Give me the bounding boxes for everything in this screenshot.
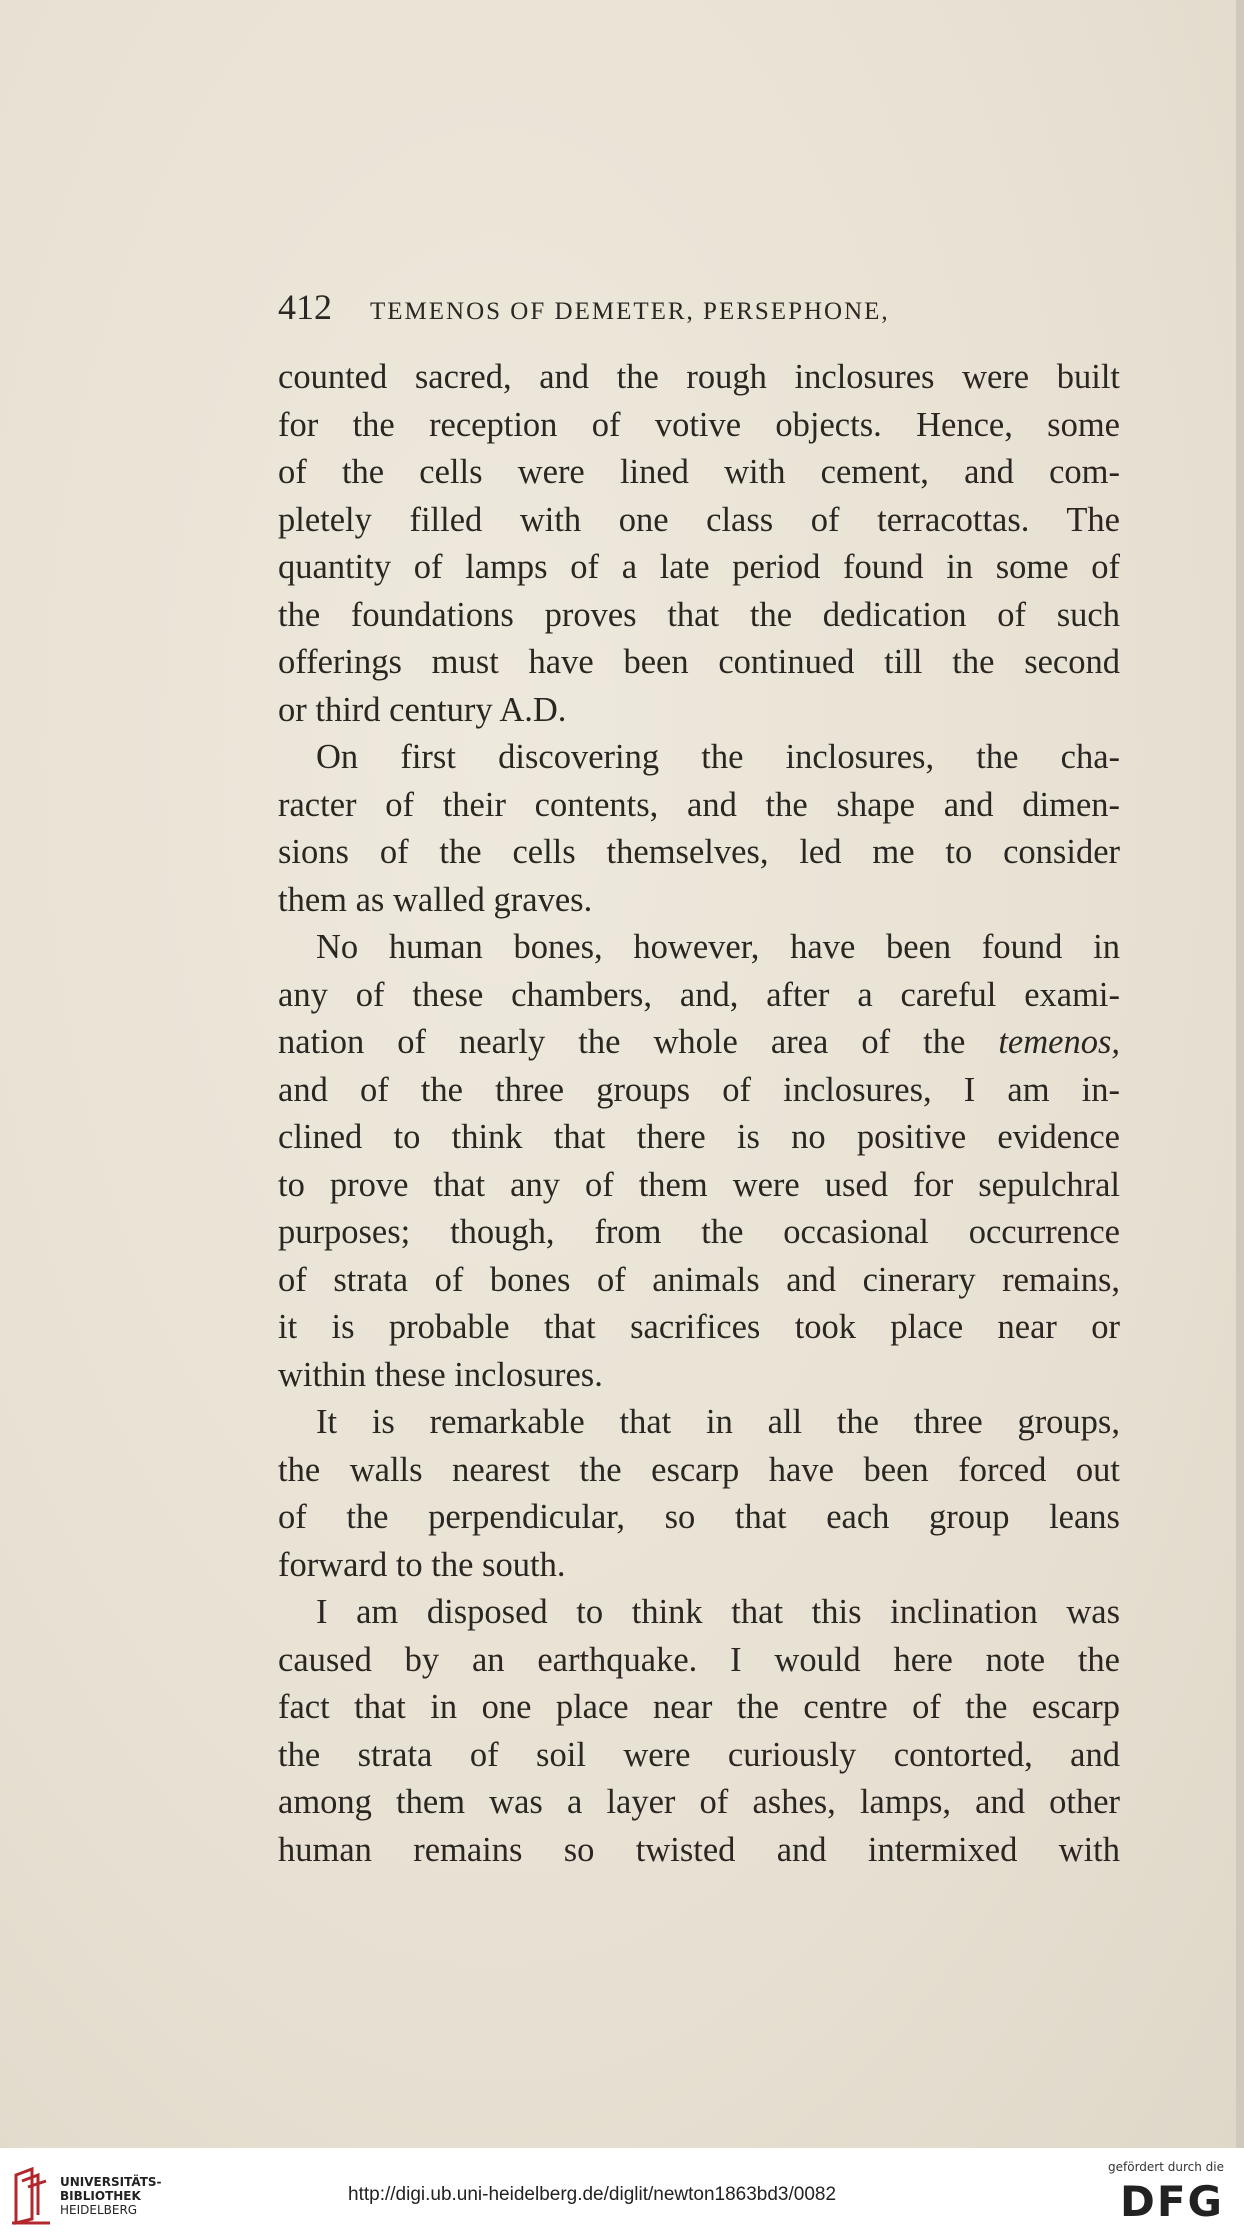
text-line: the walls nearest the escarp have been forced out xyxy=(278,1450,1120,1489)
library-name-line: HEIDELBERG xyxy=(60,2203,138,2217)
text-line: of the cells were lined with cement, and com- xyxy=(278,453,1120,491)
text-line: I am disposed to think that this inclination was xyxy=(316,1593,1120,1631)
text-line: within these inclosures. xyxy=(278,1355,603,1394)
text-line: quantity of lamps of a late period found in some of xyxy=(278,548,1120,586)
text-line: or third century A.D. xyxy=(278,690,567,729)
italic-term: temenos, xyxy=(998,1023,1120,1061)
funding-notice xyxy=(1108,2160,1224,2224)
library-name-line: BIBLIOTHEK xyxy=(60,2189,141,2203)
running-head xyxy=(278,286,1118,336)
text-line: them as walled graves. xyxy=(278,880,593,919)
text-line: caused by an earthquake. I would here note the xyxy=(278,1640,1120,1679)
funding-label: gefördert durch die xyxy=(1108,2160,1224,2174)
text-line: counted sacred, and the rough inclosures were built xyxy=(278,358,1120,396)
text-line: pletely filled with one class of terracottas. The xyxy=(278,500,1120,539)
library-name-line: UNIVERSITÄTS- xyxy=(60,2175,162,2189)
text-line: for the reception of votive objects. Hence, some xyxy=(278,405,1120,444)
text-line: offerings must have been continued till the second xyxy=(278,643,1120,681)
text-line: to prove that any of them were used for sepulchral xyxy=(278,1165,1120,1204)
text-line: racter of their contents, and the shape and dimen- xyxy=(278,785,1120,824)
running-head-title: TEMENOS OF DEMETER, PERSEPHONE, xyxy=(370,298,890,325)
text-line: forward to the south. xyxy=(278,1545,566,1584)
text-line: the foundations proves that the dedication of such xyxy=(278,595,1120,634)
text-line: On first discovering the inclosures, the cha- xyxy=(316,738,1120,776)
text-line xyxy=(278,1019,1120,1067)
page-number: 412 xyxy=(278,287,332,327)
text-line: of strata of bones of animals and cinerary remains, xyxy=(278,1260,1120,1299)
text-line-part: nation of nearly the whole area of the xyxy=(278,1023,966,1061)
text-line: any of these chambers, and, after a careful exami- xyxy=(278,975,1120,1014)
text-line: clined to think that there is no positive evidence xyxy=(278,1118,1120,1156)
text-line: and of the three groups of inclosures, I am in- xyxy=(278,1070,1120,1109)
library-name xyxy=(60,2175,162,2217)
text-line: purposes; though, from the occasional occurrence xyxy=(278,1213,1120,1251)
library-logo[interactable] xyxy=(10,2160,180,2232)
text-line: it is probable that sacrifices took place near or xyxy=(278,1308,1120,1346)
viewer-footer xyxy=(0,2148,1244,2240)
text-line: of the perpendicular, so that each group leans xyxy=(278,1498,1120,1536)
text-line: sions of the cells themselves, led me to consider xyxy=(278,833,1120,871)
text-line: human remains so twisted and intermixed with xyxy=(278,1830,1120,1869)
text-line: fact that in one place near the centre of the escarp xyxy=(278,1688,1120,1726)
permalink-url[interactable]: http://digi.ub.uni-heidelberg.de/diglit/newton1863bd3/0082 xyxy=(348,2184,837,2205)
dfg-logo[interactable]: DFG xyxy=(1119,2177,1224,2226)
page-edge xyxy=(1236,0,1244,2148)
text-line: the strata of soil were curiously contorted, and xyxy=(278,1735,1120,1774)
text-line: among them was a layer of ashes, lamps, and other xyxy=(278,1783,1120,1821)
text-line: It is remarkable that in all the three groups, xyxy=(316,1403,1120,1441)
text-line: No human bones, however, have been found in xyxy=(316,928,1120,966)
body-text xyxy=(278,354,1120,1874)
library-emblem-icon xyxy=(10,2167,52,2225)
